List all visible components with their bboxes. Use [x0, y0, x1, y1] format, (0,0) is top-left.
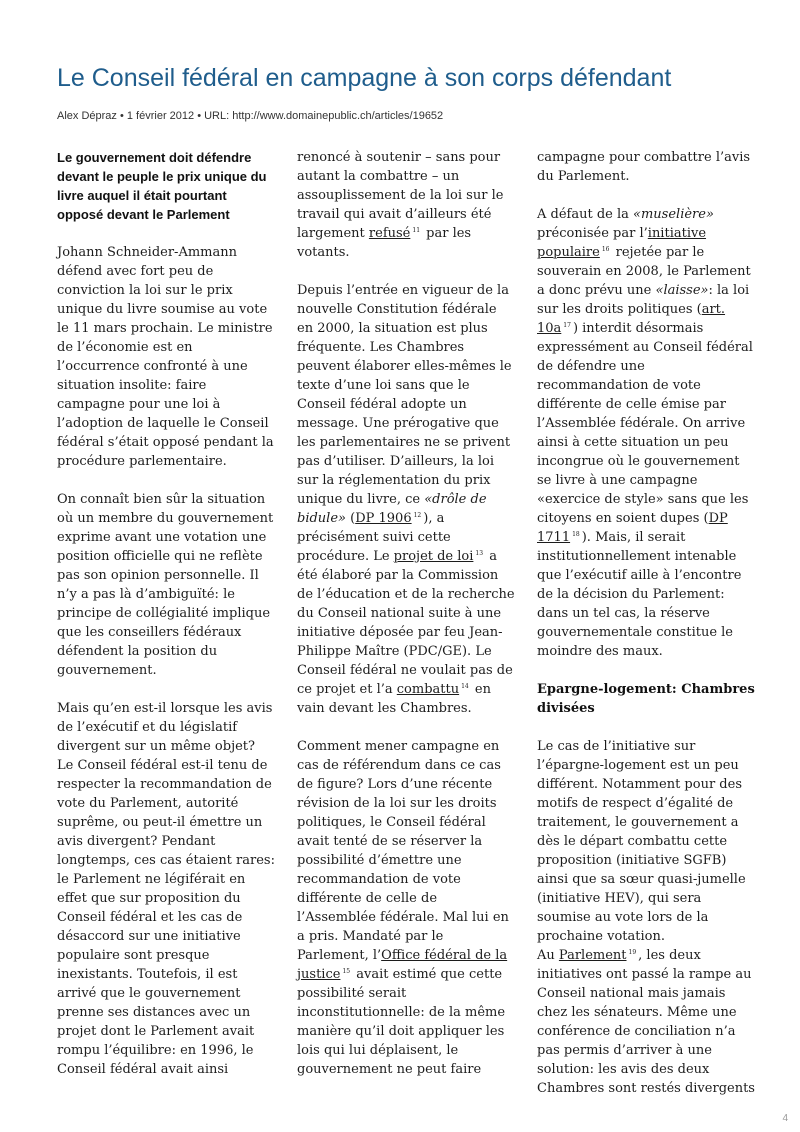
footnote-ref: 19	[628, 948, 637, 956]
paragraph-9	[537, 737, 755, 1098]
text: a été élaboré par la Commission de l’éducation et de la recherche du Conseil national suite à une initiative déposée par feu Jean-Philippe Maître (PDC/GE). Le Conseil fédéral ne voulait pas de ce projet et l’a	[297, 549, 515, 697]
footnote-ref: 15	[342, 967, 351, 975]
link-art-10a[interactable]: art. 10a	[537, 302, 726, 336]
italic-text: «laisse»	[655, 283, 709, 298]
section-heading: Epargne-logement: Chambres divisées	[537, 682, 755, 716]
text: avait estimé que cette possibilité serait inconstitutionnelle: de la même manière qu’il doit appliquer les lois qui lui déplaisent, le gouvernement ne peut faire	[297, 967, 506, 1077]
text: ) interdit désormais expressément au Conseil fédéral de défendre une recommandation de vote différente de celle émise par l’Assemblée fédérale. On arrive ainsi à cette situation un peu incongrue où le gouvernement se livre à une campagne «exercice de style» sans que les citoyens en soient dupes (	[537, 321, 753, 526]
column-3	[537, 148, 755, 1117]
text: , les deux initiatives ont passé la rampe au Conseil national mais jamais chez les sénateurs. Même une conférence de conciliation n’a pas permis d’arriver à une solution: les avis des deux Chambres sont restés divergents	[537, 948, 755, 1096]
article-meta: Alex Dépraz • 1 février 2012 • URL: http://www.domainepublic.ch/articles/19652	[57, 110, 444, 122]
link-dp1711[interactable]: DP 1711	[537, 511, 728, 545]
footnote-ref: 14	[461, 682, 469, 690]
text: Au	[537, 948, 555, 963]
article-lede: Le gouvernement doit défendre devant le peuple le prix unique du livre auquel il était pourtant opposé devant le Parlement	[57, 150, 267, 222]
paragraph-3: Mais qu’en est-il lorsque les avis de l’exécutif et du législatif divergent sur un même objet? Le Conseil fédéral est-il tenu de respecter la recommandation de vote du Parlement, autorité suprême, ou peut-il émettre un avis divergent? Pendant longtemps, ces cas étaient rares: le Parlement ne légiférait en effet que sur proposition du Conseil fédéral et les cas de désaccord sur une initiative populaire sont presque inexistants. Toutefois, il est arrivé que le gouvernement prenne ses distances avec un projet dont le Parlement avait rompu l’équilibre: en 1996, le Conseil fédéral avait ainsi	[57, 701, 275, 1077]
text: Depuis l’entrée en vigueur de la nouvelle Constitution fédérale en 2000, la situation est plus fréquente. Les Chambres peuvent élaborer elles-mêmes le texte d’une loi sans que le Conseil fédéral adopte un message. Une prérogative que les parlementaires ne se privent pas d’utiliser. D’ailleurs, la loi sur la réglementation du prix unique du livre, ce	[297, 283, 512, 507]
footnote-ref: 17	[563, 321, 571, 329]
footnote-ref: 13	[475, 549, 484, 557]
link-parlement[interactable]: Parlement	[558, 948, 627, 963]
paragraph-7: campagne pour combattre l’avis du Parlement.	[537, 150, 751, 184]
text: préconisée par l’	[537, 226, 648, 241]
text: ). Mais, il serait institutionnellement intenable que l’exécutif aille à l’encontre de la décision du Parlement: dans un tel cas, la réserve gouvernementale constitue le moindre des maux.	[537, 530, 742, 659]
column-1	[57, 148, 275, 1098]
footnote-ref: 11	[412, 226, 421, 234]
link-projet-de-loi[interactable]: projet de loi	[393, 549, 474, 564]
text: rejetée par le souverain en 2008, le Parlement a donc prévu une	[537, 245, 751, 298]
footnote-ref: 18	[572, 530, 580, 538]
paragraph-2: On connaît bien sûr la situation où un membre du gouvernement exprime avant une votation une position officielle qui ne reflète pas son opinion personnelle. Il n’y a pas là d’ambiguïté: le principe de collégialité implique que les conseillers fédéraux défendent la position du gouvernement.	[57, 492, 274, 678]
paragraph-6	[297, 737, 515, 1079]
paragraph-1: Johann Schneider-Ammann défend avec fort peu de conviction la loi sur le prix unique du livre soumise au vote le 11 mars prochain. Le ministre de l’économie est en l’occurrence confronté à une situation insolite: faire campagne pour une loi à l’adoption de laquelle le Conseil fédéral s’était opposé pendant la procédure parlementaire.	[57, 245, 274, 469]
text: par les votants.	[297, 226, 472, 260]
article-title: Le Conseil fédéral en campagne à son corps défendant	[57, 64, 672, 92]
footnote-ref: 12	[413, 511, 422, 519]
paragraph-8	[537, 205, 755, 661]
text: : la loi sur les droits politiques (	[537, 283, 750, 317]
paragraph-4	[297, 148, 515, 262]
paragraph-5: Depuis l’entrée en vigueur de la nouvelle Constitution fédérale en 2000, la situation est plus fréquente. Les Chambres peuvent élaborer elles-mêmes le texte d’une loi sans que le Conseil fédéral adopte un message. Une prérogative que les parlementaires ne se privent pas d’utiliser. D’ailleurs, la loi sur la réglementation du prix unique du livre, ce «drôle de bidule» (DP 1906 $^{12}$ ), a précisément suivi cette procédure. Le projet de loi $^{13}$ a été élaboré par la Commission de l’éducation et de la recherche du Conseil national suite à une initiative déposée par feu Jean-Philippe Maître (PDC/GE). Le Conseil fédéral ne voulait pas de ce projet et l’a combattu $^{14}$ en vain devant les Chambres.	[297, 283, 515, 716]
text: renoncé à soutenir – sans pour autant la combattre – un assouplissement de la loi sur le travail qui avait d’ailleurs été largement	[297, 150, 504, 241]
link-initiative-populaire[interactable]: initiative populaire	[537, 226, 707, 260]
link-combattu[interactable]: combattu	[396, 682, 460, 697]
text: Le cas de l’initiative sur l’épargne-logement est un peu différent. Notamment pour des motifs de respect d’égalité de traitement, le gouvernement a dès le départ combattu cette proposition (initiative SGFB) ainsi que sa sœur quasi-jumelle (initiative HEV), qui sera soumise au vote lors de la prochaine votation.	[537, 739, 746, 944]
italic-text: «muselière»	[633, 207, 714, 222]
text: en vain devant les Chambres.	[297, 682, 491, 716]
column-2	[297, 148, 515, 1098]
footnote-ref: 16	[601, 245, 610, 253]
link-dp1906[interactable]: DP 1906	[355, 511, 412, 526]
text: , a précisément suivi cette procédure. Le	[297, 511, 451, 564]
link-office-federal-justice[interactable]: Office fédéral de la justice	[297, 948, 508, 982]
page-number: 4	[782, 1113, 788, 1124]
link-refuse[interactable]: refusé	[368, 226, 411, 241]
italic-text: «drôle de bidule»	[297, 492, 487, 526]
text: A défaut de la	[537, 207, 629, 222]
text: Comment mener campagne en cas de référendum dans ce cas de figure? Lors d’une récente révision de la loi sur les droits politiques, le Conseil fédéral avait tenté de se réserver la possibilité d’émettre une recommandation de vote différente de celle de l’Assemblée fédérale. Mal lui en a pris. Mandaté par le Parlement, l’	[297, 739, 509, 963]
